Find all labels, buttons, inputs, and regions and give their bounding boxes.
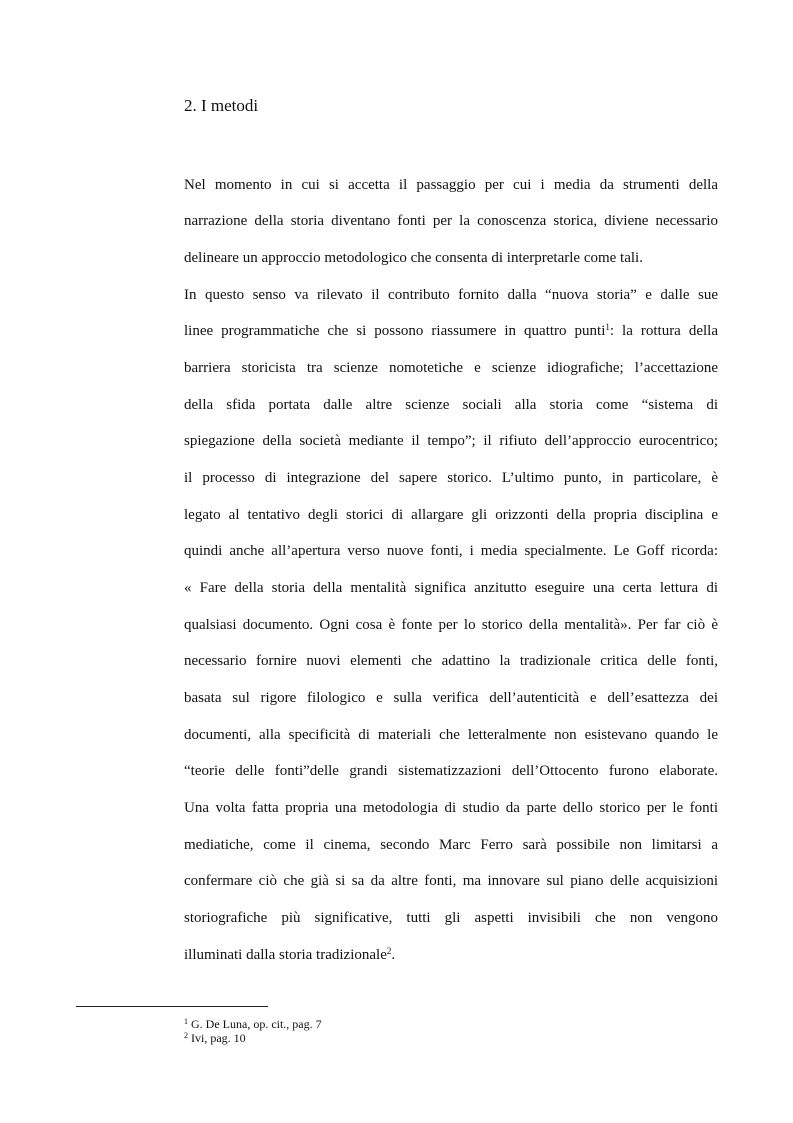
line-text: : la rottura della: [609, 323, 718, 339]
section-heading: 2. I metodi: [184, 96, 259, 115]
paragraph-line: storiografiche più significative, tutti gli aspetti invisibili che non vengono: [184, 910, 718, 926]
paragraph-line: barriera storicista tra scienze nomotetiche e scienze idiografiche; l’accettazione: [184, 360, 718, 376]
paragraph-line: [184, 322, 718, 340]
footnote-number: 2: [184, 1031, 188, 1040]
footnote-ref[interactable]: 1: [605, 322, 610, 332]
line-text: illuminati dalla storia tradizionale: [184, 947, 387, 963]
paragraph-line: Una volta fatta propria una metodologia di studio da parte dello storico per le fonti: [184, 800, 718, 816]
paragraph-line: « Fare della storia della mentalità significa anzitutto eseguire una certa lettura di: [184, 580, 718, 596]
paragraph-line: quindi anche all’apertura verso nuove fonti, i media specialmente. Le Goff ricorda:: [184, 543, 718, 559]
paragraph-line: In questo senso va rilevato il contributo fornito dalla “nuova storia” e dalle sue: [184, 287, 718, 303]
line-text: .: [391, 947, 396, 963]
paragraph-line: narrazione della storia diventano fonti per la conoscenza storica, diviene necessario: [184, 213, 718, 229]
paragraph-line: basata sul rigore filologico e sulla verifica dell’autenticità e dell’esattezza dei: [184, 690, 718, 706]
footnote: [184, 1031, 246, 1045]
paragraph-line: “teorie delle fonti”delle grandi sistematizzazioni dell’Ottocento furono elaborate.: [184, 763, 718, 779]
line-text: linee programmatiche che si possono riassumere in quattro punti: [184, 323, 606, 339]
paragraph-line: il processo di integrazione del sapere storico. L’ultimo punto, in particolare, è: [184, 470, 718, 486]
footnote-separator: [76, 1006, 268, 1007]
paragraph-line: mediatiche, come il cinema, secondo Marc Ferro sarà possibile non limitarsi a: [184, 837, 718, 853]
paragraph-line: spiegazione della società mediante il tempo”; il rifiuto dell’approccio eurocentrico;: [184, 433, 718, 449]
footnote-ref[interactable]: 2: [386, 946, 392, 956]
footnote-text: G. De Luna, op. cit., pag. 7: [188, 1017, 322, 1031]
footnote-text: Ivi, pag. 10: [188, 1031, 246, 1045]
paragraph-line: legato al tentativo degli storici di allargare gli orizzonti della propria disciplina e: [184, 507, 718, 523]
paragraph-line: confermare ciò che già si sa da altre fonti, ma innovare sul piano delle acquisizioni: [184, 873, 718, 889]
paragraph-line: Nel momento in cui si accetta il passaggio per cui i media da strumenti della: [184, 177, 718, 193]
paragraph-line: della sfida portata dalle altre scienze sociali alla storia come “sistema di: [184, 397, 718, 413]
footnote: [184, 1017, 322, 1031]
footnote-number: 1: [184, 1017, 188, 1026]
paragraph-line: documenti, alla specificità di materiali che letteralmente non esistevano quando le: [184, 727, 718, 743]
paragraph-line: [184, 946, 718, 964]
paragraph-line: qualsiasi documento. Ogni cosa è fonte per lo storico della mentalità». Per far ciò è: [184, 617, 718, 633]
paragraph-line: necessario fornire nuovi elementi che adattino la tradizionale critica delle fonti,: [184, 653, 718, 669]
paragraph-line: delineare un approccio metodologico che consenta di interpretarle come tali.: [184, 250, 643, 266]
